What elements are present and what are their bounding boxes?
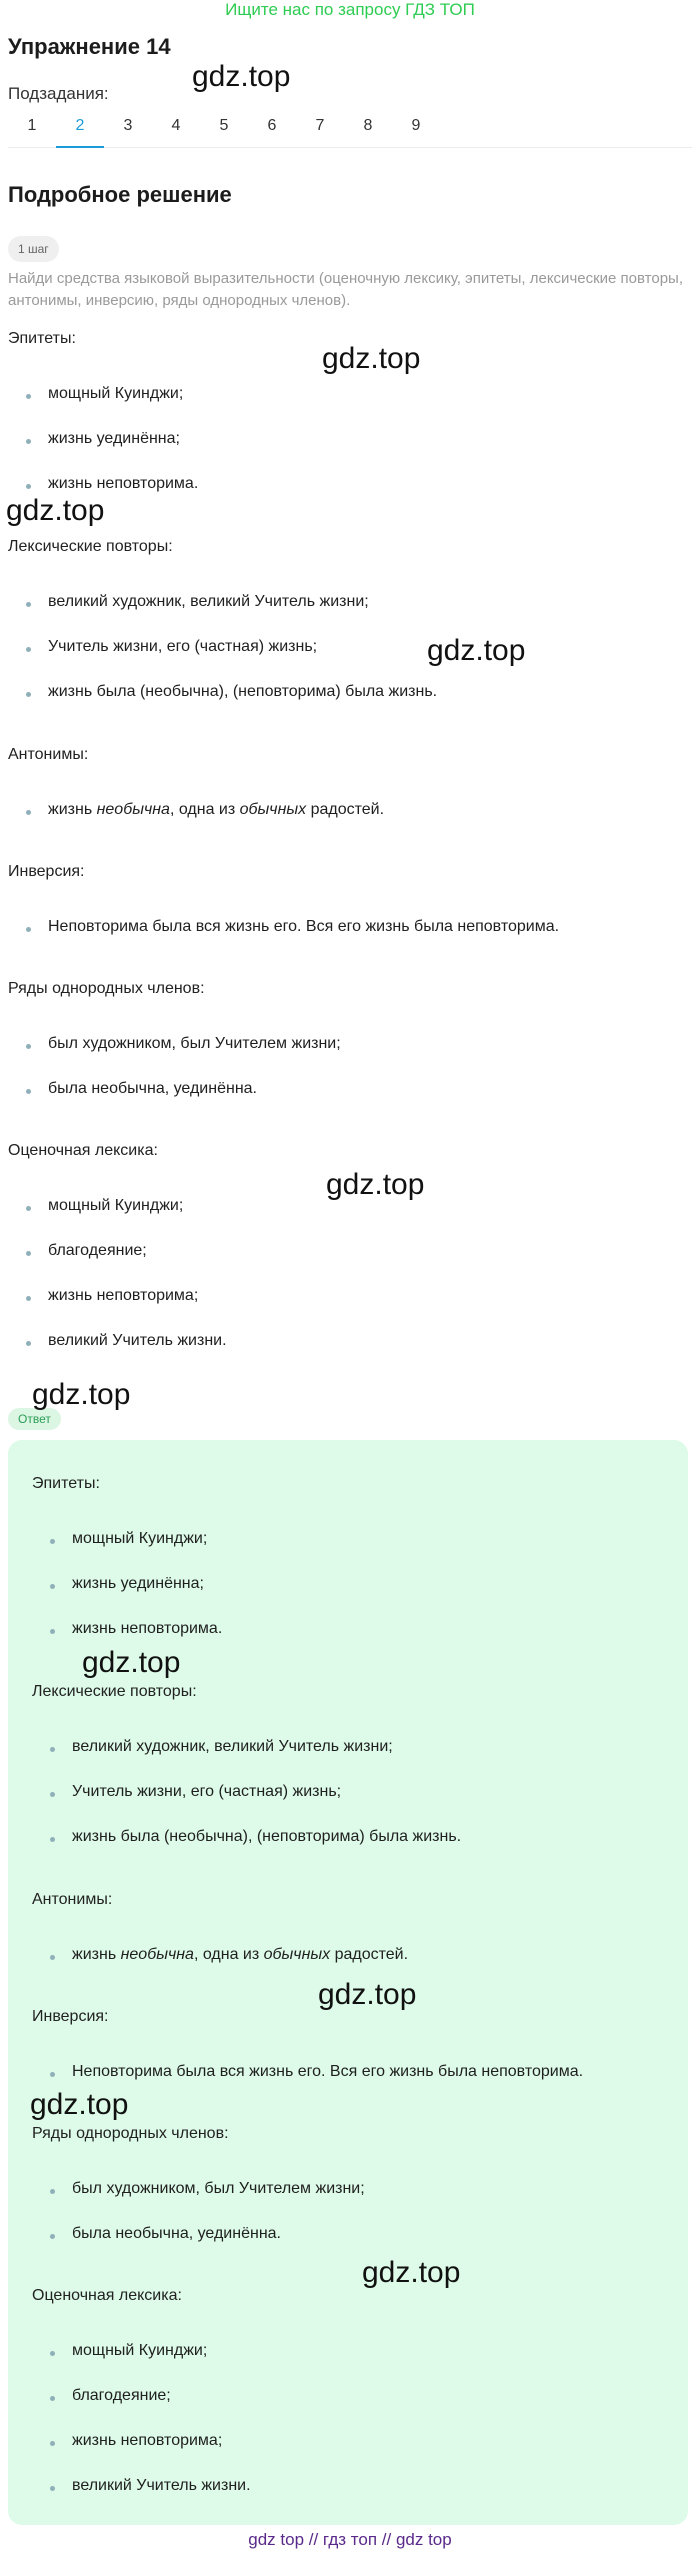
watermark: gdz.top — [192, 60, 291, 93]
antonyms-middle: , одна из — [169, 801, 240, 818]
tab-8[interactable]: 8 — [363, 117, 373, 134]
bullet-dot — [50, 1539, 55, 1544]
bullet-dot — [50, 1792, 55, 1797]
bullet-dot — [50, 2396, 55, 2401]
antonyms-prefix: жизнь — [48, 801, 97, 818]
list-item: была необычна, уединённа. — [72, 2225, 281, 2242]
watermark: gdz.top — [318, 1978, 417, 2011]
repeats-heading: Лексические повторы: — [8, 538, 173, 555]
antonyms-prefix: жизнь — [72, 1946, 121, 1963]
list-item: был художником, был Учителем жизни; — [72, 2180, 365, 2197]
antonyms-em1: необычна — [96, 801, 170, 818]
antonyms-em2: обычных — [263, 1946, 331, 1963]
list-item — [72, 1946, 408, 1964]
list-item: жизнь неповторима. — [48, 475, 199, 492]
antonyms-em2: обычных — [239, 801, 307, 818]
tab-5[interactable]: 5 — [219, 117, 229, 134]
answer-evaluative-heading: Оценочная лексика: — [32, 2287, 182, 2304]
list-item: жизнь неповторима; — [72, 2432, 223, 2449]
list-item: была необычна, уединённа. — [48, 1080, 257, 1097]
tab-4[interactable]: 4 — [171, 117, 181, 134]
antonyms-middle: , одна из — [193, 1946, 264, 1963]
list-item: Учитель жизни, его (частная) жизнь; — [72, 1783, 342, 1800]
list-item: мощный Куинджи; — [72, 2342, 208, 2359]
bullet-dot — [26, 1206, 31, 1211]
watermark: gdz.top — [326, 1168, 425, 1201]
list-item: великий Учитель жизни. — [72, 2477, 251, 2494]
watermark: gdz.top — [30, 2088, 129, 2121]
bullet-dot — [50, 1837, 55, 1842]
bullet-dot — [26, 602, 31, 607]
tab-3[interactable]: 3 — [123, 117, 133, 134]
bullet-dot — [26, 439, 31, 444]
bullet-dot — [26, 927, 31, 932]
exercise-title: Упражнение 14 — [8, 34, 171, 59]
list-item: мощный Куинджи; — [48, 1197, 184, 1214]
bullet-dot — [26, 810, 31, 815]
bullet-dot — [50, 2351, 55, 2356]
solution-title: Подробное решение — [8, 182, 232, 207]
tab-6[interactable]: 6 — [267, 117, 277, 134]
list-item — [48, 801, 384, 819]
tab-9[interactable]: 9 — [411, 117, 421, 134]
bullet-dot — [26, 692, 31, 697]
list-item: Неповторима была вся жизнь его. Вся его жизнь была неповторима. — [72, 2063, 584, 2080]
list-item: мощный Куинджи; — [72, 1530, 208, 1547]
bullet-dot — [26, 1296, 31, 1301]
bullet-dot — [26, 1251, 31, 1256]
bullet-dot — [50, 1584, 55, 1589]
evaluative-heading: Оценочная лексика: — [8, 1142, 158, 1159]
bullet-dot — [26, 1089, 31, 1094]
list-item: великий художник, великий Учитель жизни; — [72, 1738, 393, 1755]
list-item: Неповторима была вся жизнь его. Вся его жизнь была неповторима. — [48, 918, 560, 935]
list-item: жизнь была (необычна), (неповторима) была жизнь. — [72, 1828, 462, 1845]
watermark: gdz.top — [362, 2256, 461, 2289]
answer-antonyms-heading: Антонимы: — [32, 1891, 113, 1908]
bullet-dot — [50, 1747, 55, 1752]
list-item: великий художник, великий Учитель жизни; — [48, 593, 369, 610]
antonyms-suffix: радостей. — [306, 801, 385, 818]
bullet-dot — [50, 1955, 55, 1960]
answer-inversion-heading: Инверсия: — [32, 2008, 109, 2025]
bullet-dot — [26, 1044, 31, 1049]
list-item: жизнь была (необычна), (неповторима) была жизнь. — [48, 683, 438, 700]
list-item: великий Учитель жизни. — [48, 1332, 227, 1349]
task-intro: Найди средства языковой выразительности (оценочную лексику, эпитеты, лексические повторы, антонимы, инверсию, ряды однородных членов). — [8, 270, 683, 309]
watermark: gdz.top — [6, 494, 105, 527]
antonyms-em1: необычна — [120, 1946, 194, 1963]
watermark: gdz.top — [82, 1646, 181, 1679]
bullet-dot — [50, 2234, 55, 2239]
top-banner[interactable]: Ищите нас по запросу ГДЗ ТОП — [225, 0, 475, 19]
bullet-dot — [50, 2441, 55, 2446]
list-item: жизнь уединённа; — [48, 430, 180, 447]
list-item: благодеяние; — [72, 2387, 171, 2404]
bullet-dot — [50, 2486, 55, 2491]
bullet-dot — [26, 484, 31, 489]
list-item: Учитель жизни, его (частная) жизнь; — [48, 638, 318, 655]
footer-links[interactable]: gdz top // гдз топ // gdz top — [248, 2530, 452, 2549]
bullet-dot — [26, 647, 31, 652]
tab-7[interactable]: 7 — [315, 117, 325, 134]
subtasks-label: Подзадания: — [8, 84, 109, 103]
bullet-dot — [26, 394, 31, 399]
list-item: жизнь уединённа; — [72, 1575, 204, 1592]
list-item: жизнь неповторима; — [48, 1287, 199, 1304]
inversion-heading: Инверсия: — [8, 863, 85, 880]
subtask-tabs — [8, 110, 692, 148]
antonyms-heading: Антонимы: — [8, 746, 89, 763]
watermark: gdz.top — [32, 1378, 131, 1411]
bullet-dot — [50, 2189, 55, 2194]
answer-repeats-heading: Лексические повторы: — [32, 1683, 197, 1700]
bullet-dot — [50, 1629, 55, 1634]
watermark: gdz.top — [322, 342, 421, 375]
answer-epithets-heading: Эпитеты: — [32, 1475, 100, 1492]
list-item: мощный Куинджи; — [48, 385, 184, 402]
list-item: благодеяние; — [48, 1242, 147, 1259]
bullet-dot — [26, 1341, 31, 1346]
list-item: был художником, был Учителем жизни; — [48, 1035, 341, 1052]
tab-1[interactable]: 1 — [27, 117, 37, 134]
answer-homogeneous-heading: Ряды однородных членов: — [32, 2125, 229, 2142]
bullet-dot — [50, 2072, 55, 2077]
antonyms-suffix: радостей. — [330, 1946, 409, 1963]
homogeneous-heading: Ряды однородных членов: — [8, 980, 205, 997]
watermark: gdz.top — [427, 634, 526, 667]
tab-2[interactable]: 2 — [56, 110, 104, 148]
answer-badge: Ответ — [8, 1408, 61, 1430]
step-badge: 1 шаг — [8, 236, 59, 262]
epithets-heading: Эпитеты: — [8, 330, 76, 347]
list-item: жизнь неповторима. — [72, 1620, 223, 1637]
